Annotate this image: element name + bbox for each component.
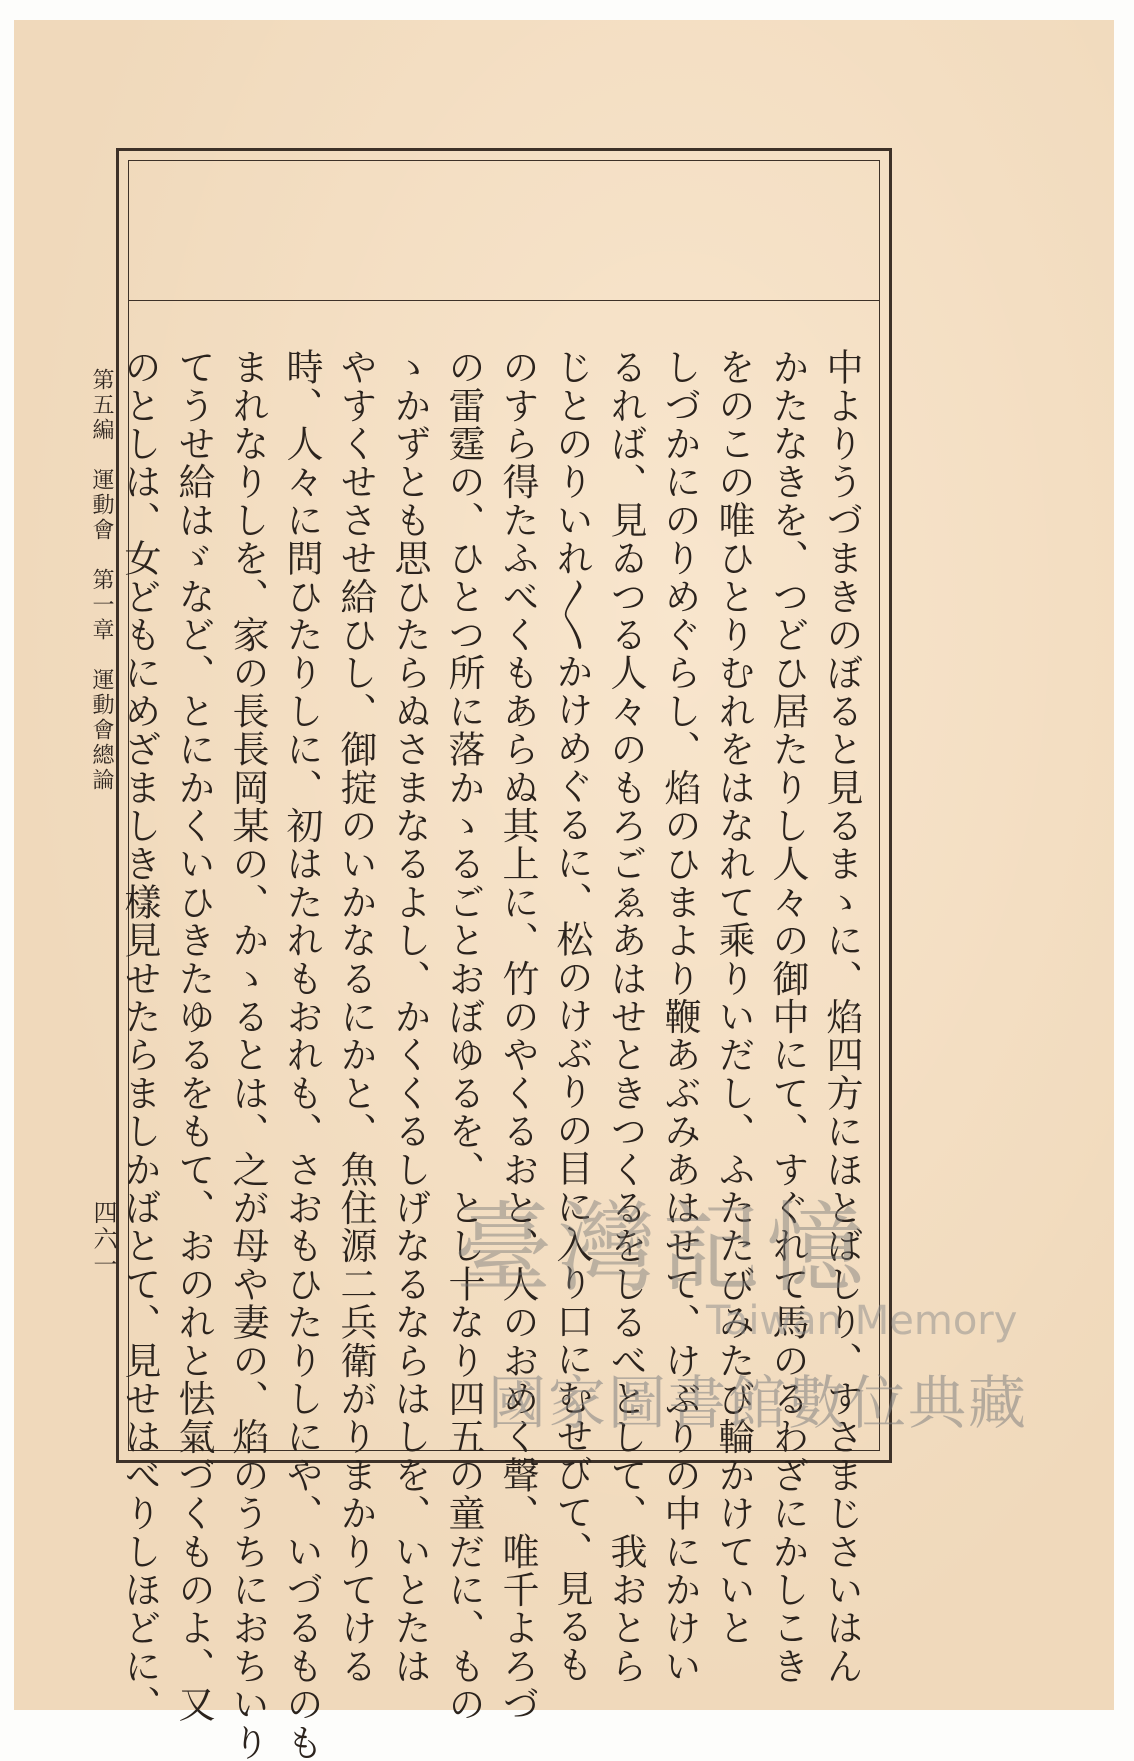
- text-column: をのこの唯ひとりむれをはなれて乘りいだし、ふたたびみたび輪かけていと: [712, 348, 755, 1647]
- running-head: 第五編 運動會 第一章 運動會總論: [89, 368, 114, 793]
- text-column: かたなきを、つどひ居たりし人々の御中にて、すぐれて馬のるわざにかしこき: [766, 348, 809, 1685]
- text-column: てうせ給はゞなど、とにかくいひきたゆるをもて、おのれと怯氣づくものよ、又: [172, 348, 215, 1724]
- text-column: のとしは、女どもにめざましき樣見せたらましかばとて、見せはべりしほどに、: [118, 348, 161, 1724]
- watermark-organization: 國家圖書館數位典藏: [488, 1369, 1029, 1437]
- text-column: まれなりしを、家の長長岡某の、かゝるとは、之が母や妻の、焰のうちにおちいり: [226, 348, 269, 1761]
- watermark-logo: 臺灣記憶: [454, 1192, 871, 1306]
- text-column: の雷霆の、ひとつ所に落かゝるごとおぼゆるを、とし十なり四五の童だに、もの: [442, 348, 485, 1724]
- text-column: るれば、見ゐつる人々のもろごゑあはせときつくるをしるべとして、我おとら: [604, 348, 647, 1685]
- text-column: やすくせさせ給ひし、御掟のいかなるにかと、魚住源二兵衛がりまかりてける: [334, 348, 377, 1685]
- text-column: のすら得たふべくもあらぬ其上に、竹のやくるおと、人のおめく聲、唯千よろづ: [496, 348, 539, 1724]
- text-column: しづかにのりめぐらし、焰のひまより鞭あぶみあはせて、けぶりの中にかけい: [658, 348, 701, 1685]
- text-column: 中よりうづまきのぼると見るまゝに、焰四方にほとばしり、すさまじさいはん: [820, 348, 863, 1685]
- header-rule: [128, 300, 880, 301]
- page-number: 四六一: [89, 1200, 117, 1278]
- watermark-english: Taiwan Memory: [706, 1298, 1018, 1344]
- text-column: 時、人々に問ひたりしに、初はたれもおれも、さおもひたりしにや、いづるものも: [280, 348, 323, 1761]
- text-column: じとのりいれ〳〵かけめぐるに、松のけぶりの目に入り口にむせびて、見るも: [550, 348, 593, 1684]
- body-text: [118, 348, 871, 1761]
- text-column: ゝかずとも思ひたらぬさまなるよし、かくくるしげなるならはしを、いとたは: [388, 348, 431, 1685]
